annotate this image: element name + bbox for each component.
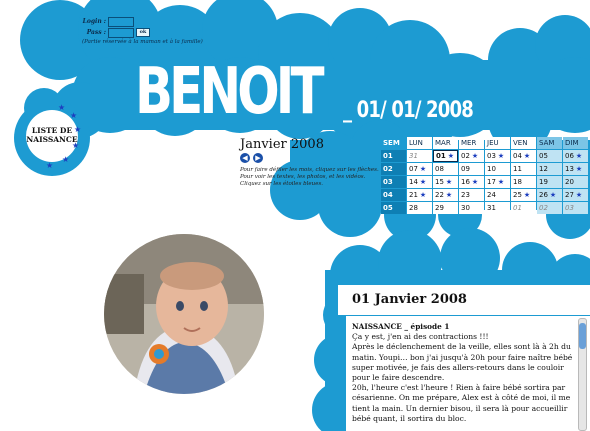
scrollbar-thumb[interactable] bbox=[579, 323, 586, 349]
day-number: 10 bbox=[487, 165, 496, 173]
star-icon[interactable]: ★ bbox=[497, 178, 505, 186]
col-header-sun: DIM bbox=[563, 137, 588, 149]
calendar-week-row bbox=[381, 189, 588, 201]
calendar-day[interactable] bbox=[511, 202, 536, 214]
post-body bbox=[352, 322, 576, 424]
star-icon[interactable]: ★ bbox=[523, 152, 531, 160]
day-number: 15 bbox=[435, 178, 444, 186]
col-header-week: SEM bbox=[381, 137, 406, 149]
calendar-day[interactable] bbox=[537, 163, 562, 175]
calendar-day[interactable] bbox=[563, 189, 588, 201]
post-paragraph: Après le déclenchement de la veille, elles sont là à 2h du matin. Youpi… bon j'ai jusqu'à 20h pour faire naître bébé super motivée, je fais des allers-retours dans le couloir pour le faire descendre. bbox=[352, 342, 573, 383]
calendar-day[interactable] bbox=[407, 176, 432, 188]
day-number: 14 bbox=[409, 178, 418, 186]
calendar-week-row bbox=[381, 176, 588, 188]
week-number: 03 bbox=[381, 176, 406, 188]
day-number: 26 bbox=[539, 191, 548, 199]
day-number: 25 bbox=[513, 191, 522, 199]
calendar-day[interactable] bbox=[563, 176, 588, 188]
star-icon: ★ bbox=[74, 125, 82, 134]
calendar-table bbox=[380, 136, 589, 215]
day-number: 17 bbox=[487, 178, 496, 186]
day-number: 03 bbox=[565, 204, 574, 212]
col-header-sat: SAM bbox=[537, 137, 562, 149]
calendar-day[interactable] bbox=[433, 202, 458, 214]
day-number: 01 bbox=[436, 152, 446, 160]
star-icon: ★ bbox=[62, 155, 70, 164]
day-number: 31 bbox=[487, 204, 496, 212]
login-note: (Partie réservée à la maman et à la famille) bbox=[82, 39, 203, 45]
day-number: 28 bbox=[409, 204, 418, 212]
calendar-day[interactable] bbox=[563, 163, 588, 175]
star-icon[interactable]: ★ bbox=[523, 191, 531, 199]
week-number: 05 bbox=[381, 202, 406, 214]
day-number: 13 bbox=[565, 165, 574, 173]
month-title: Janvier 2008 bbox=[240, 137, 324, 152]
star-icon[interactable]: ★ bbox=[471, 178, 479, 186]
calendar-day[interactable] bbox=[459, 150, 484, 162]
col-header-fri: VEN bbox=[511, 137, 536, 149]
calendar-day[interactable] bbox=[433, 189, 458, 201]
calendar-week-row bbox=[381, 163, 588, 175]
calendar-day[interactable] bbox=[407, 150, 432, 162]
day-number: 21 bbox=[409, 191, 418, 199]
calendar-week-row bbox=[381, 202, 588, 214]
calendar-day[interactable] bbox=[537, 202, 562, 214]
day-number: 20 bbox=[565, 178, 574, 186]
day-number: 03 bbox=[487, 152, 496, 160]
day-number: 31 bbox=[409, 152, 418, 160]
day-number: 06 bbox=[565, 152, 574, 160]
star-icon: ★ bbox=[58, 103, 66, 112]
calendar-day[interactable] bbox=[407, 163, 432, 175]
col-header-thu: JEU bbox=[485, 137, 510, 149]
calendar-hint: Pour faire défiler les mois, cliquez sur les flèches. Pour voir les textes, les photos, et les vidéos. Cliquez sur les étoiles bleues. bbox=[240, 167, 379, 187]
col-header-tue: MAR bbox=[433, 137, 458, 149]
calendar-day[interactable] bbox=[537, 189, 562, 201]
post-episode: NAISSANCE _ épisode 1 bbox=[352, 322, 450, 331]
day-number: 22 bbox=[435, 191, 444, 199]
star-icon: ★ bbox=[72, 141, 80, 150]
star-icon[interactable]: ★ bbox=[497, 152, 505, 160]
day-number: 04 bbox=[513, 152, 522, 160]
day-number: 19 bbox=[539, 178, 548, 186]
next-month-arrow-icon[interactable]: ▶ bbox=[253, 153, 263, 163]
calendar-day[interactable] bbox=[459, 176, 484, 188]
day-number: 01 bbox=[513, 204, 522, 212]
day-number: 24 bbox=[487, 191, 496, 199]
star-icon: ★ bbox=[70, 111, 78, 120]
calendar-day[interactable] bbox=[407, 202, 432, 214]
day-number: 18 bbox=[513, 178, 522, 186]
day-number: 11 bbox=[513, 165, 522, 173]
badge-line2: NAISSANCE bbox=[26, 135, 78, 144]
calendar-day[interactable] bbox=[433, 150, 458, 162]
calendar-day[interactable] bbox=[433, 176, 458, 188]
birth-date: _ 01/ 01/ 2008 bbox=[343, 98, 473, 123]
calendar-day[interactable] bbox=[563, 150, 588, 162]
star-icon[interactable]: ★ bbox=[575, 152, 583, 160]
prev-month-arrow-icon[interactable]: ◀ bbox=[240, 153, 250, 163]
star-icon[interactable]: ★ bbox=[419, 191, 427, 199]
week-number: 01 bbox=[381, 150, 406, 162]
calendar-day[interactable] bbox=[459, 163, 484, 175]
col-header-mon: LUN bbox=[407, 137, 432, 149]
star-icon[interactable]: ★ bbox=[575, 191, 583, 199]
col-header-wed: MER bbox=[459, 137, 484, 149]
star-icon[interactable]: ★ bbox=[419, 165, 427, 173]
calendar-day[interactable] bbox=[459, 189, 484, 201]
day-number: 08 bbox=[435, 165, 444, 173]
calendar-day[interactable] bbox=[485, 189, 510, 201]
calendar-day[interactable] bbox=[433, 163, 458, 175]
calendar-day[interactable] bbox=[485, 202, 510, 214]
day-number: 02 bbox=[539, 204, 548, 212]
login-label: Login : bbox=[82, 18, 106, 25]
star-icon[interactable]: ★ bbox=[419, 178, 427, 186]
day-number: 05 bbox=[539, 152, 548, 160]
calendar-day[interactable] bbox=[511, 150, 536, 162]
day-number: 27 bbox=[565, 191, 574, 199]
calendar-day[interactable] bbox=[485, 176, 510, 188]
calendar-day[interactable] bbox=[511, 176, 536, 188]
calendar-day[interactable] bbox=[485, 163, 510, 175]
calendar-day[interactable] bbox=[511, 163, 536, 175]
page-title: BENOIT bbox=[135, 55, 321, 129]
star-icon[interactable]: ★ bbox=[575, 165, 583, 173]
baby-photo[interactable] bbox=[104, 234, 264, 394]
password-input[interactable] bbox=[108, 28, 134, 38]
day-number: 12 bbox=[539, 165, 548, 173]
calendar-day[interactable] bbox=[511, 189, 536, 201]
badge-line1: LISTE DE bbox=[31, 126, 73, 135]
day-number: 29 bbox=[435, 204, 444, 212]
pass-label: Pass : bbox=[86, 29, 106, 36]
day-number: 09 bbox=[461, 165, 470, 173]
calendar-day[interactable] bbox=[485, 150, 510, 162]
post-paragraph: Ça y est, j'en ai des contractions !!! bbox=[352, 332, 489, 342]
day-number: 07 bbox=[409, 165, 418, 173]
post-paragraph: 20h, l'heure c'est l'heure ! Rien à faire bébé sortira par césarienne. On me prépare, Alex est à côté de moi, il me tient la main. Un dernier bisou, il sera là pour accueillir bébé quant, il sortira du bloc. bbox=[352, 383, 571, 423]
calendar-day[interactable] bbox=[537, 176, 562, 188]
day-number: 23 bbox=[461, 191, 470, 199]
login-input[interactable] bbox=[108, 17, 134, 27]
calendar-day[interactable] bbox=[407, 189, 432, 201]
post-title: 01 Janvier 2008 bbox=[338, 285, 590, 315]
calendar-day[interactable] bbox=[563, 202, 588, 214]
calendar-week-row bbox=[381, 150, 588, 162]
star-icon[interactable]: ★ bbox=[549, 191, 557, 199]
ok-button[interactable]: ok bbox=[136, 28, 150, 37]
day-number: 30 bbox=[461, 204, 470, 212]
day-number: 16 bbox=[461, 178, 470, 186]
star-icon[interactable]: ★ bbox=[445, 178, 453, 186]
week-number: 04 bbox=[381, 189, 406, 201]
star-icon[interactable]: ★ bbox=[471, 152, 479, 160]
baby-photo-image bbox=[104, 234, 264, 394]
post-scrollbar[interactable] bbox=[578, 318, 587, 431]
star-icon[interactable]: ★ bbox=[447, 152, 455, 160]
star-icon[interactable]: ★ bbox=[445, 191, 453, 199]
day-number: 02 bbox=[461, 152, 470, 160]
week-number: 02 bbox=[381, 163, 406, 175]
calendar-day[interactable] bbox=[459, 202, 484, 214]
calendar-day[interactable] bbox=[537, 150, 562, 162]
star-icon: ★ bbox=[46, 161, 54, 170]
login-form bbox=[82, 16, 203, 45]
